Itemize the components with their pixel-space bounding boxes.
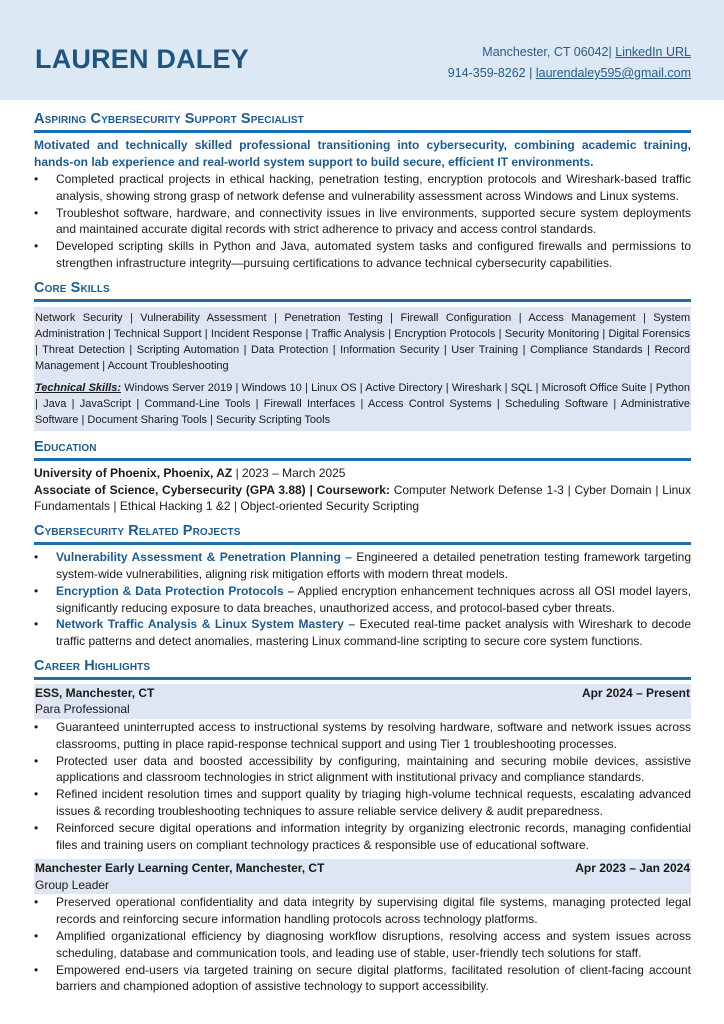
job-role: Para Professional bbox=[35, 702, 130, 717]
school-name: University of Phoenix, Phoenix, AZ bbox=[34, 465, 233, 480]
core-skills-list: Network Security | Vulnerability Assessment | Penetration Testing | Firewall Configuration | Access Management | System Administration | Technical Support | Incident Response | Traffic Analysis | Encryption Protocols | Security Monitoring | Digital Forensics | Threat Detection | Scripting Automation | Data Protection | Information Security | User Training | Compliance Standards | Record Management | Account Troubleshooting bbox=[35, 311, 690, 372]
location: Manchester, CT 06042 bbox=[482, 45, 609, 59]
coursework: Computer Network Defense 1-3 | Cyber Domain | Linux Fundamentals | Ethical Hacking 1 &2 | Object-oriented Security Scripting bbox=[34, 482, 691, 514]
project-title: Network Traffic Analysis & Linux System Mastery – bbox=[56, 617, 356, 632]
list-item: • Refined incident resolution times and support quality by triaging high-volume technical requests, escalating advanced issues & recording troubleshooting techniques to assure reliable service delivery & audit preparedness. bbox=[34, 786, 691, 820]
list-item: • Amplified organizational efficiency by diagnosing workflow disruptions, resolving access and system issues across scheduling, database and communication tools, and leading use of stable, user-friendly tech solutions for staff. bbox=[34, 928, 691, 962]
list-item: • Reinforced secure digital operations and information integrity by organizing electronic records, managing confidential files and training users on compliant technology practices & responsible use of educational software. bbox=[34, 820, 691, 854]
separator: | bbox=[608, 45, 612, 59]
linkedin-link[interactable]: LinkedIn URL bbox=[615, 45, 691, 59]
job-header bbox=[34, 684, 691, 719]
summary-bullets bbox=[34, 171, 691, 272]
section-title-summary: Aspiring Cybersecurity Support Specialist bbox=[34, 110, 691, 133]
project-title: Encryption & Data Protection Protocols – bbox=[56, 583, 295, 598]
skills-section bbox=[34, 279, 691, 431]
list-item: • Troubleshot software, hardware, and connectivity issues in live environments, supported secure system deployments and maintained accurate digital records with strict adherence to privacy and access control standards. bbox=[34, 205, 691, 239]
technical-skills-label: Technical Skills: bbox=[35, 381, 121, 394]
resume-body bbox=[34, 110, 691, 995]
job-bullets bbox=[34, 894, 691, 995]
projects-list bbox=[34, 549, 691, 650]
project-desc: Engineered a detailed penetration testing framework targeting system-wide vulnerabilities, aligning risk mitigation efforts with modern threat models. bbox=[56, 550, 691, 581]
project-desc: Applied encryption enhancement techniques across all OSI model layers, significantly reducing exposure to data breaches, unauthorized access, and protocol-based cyber threats. bbox=[56, 583, 692, 615]
career-section bbox=[34, 657, 691, 995]
list-item: • Empowered end-users via targeted training on secure digital platforms, facilitated resolution of client-facing account barriers and championed adoption of assistive technology to support accessibility. bbox=[34, 962, 691, 996]
projects-section bbox=[34, 522, 691, 650]
degree: Associate of Science, Cybersecurity (GPA 3.88) | Coursework: bbox=[34, 482, 390, 497]
email-link[interactable]: laurendaley595@gmail.com bbox=[535, 66, 691, 80]
list-item bbox=[34, 616, 691, 650]
summary-section bbox=[34, 110, 691, 272]
education-entry bbox=[34, 465, 691, 515]
project-desc: Executed real-time packet analysis with Wireshark to decode traffic patterns and detect anomalies, mastering Linux command-line scripting to secure core system functions. bbox=[56, 617, 691, 649]
section-title-education: Education bbox=[34, 438, 691, 461]
project-title: Vulnerability Assessment & Penetration Planning – bbox=[56, 550, 352, 565]
job-bullets bbox=[34, 719, 691, 853]
list-item: • Developed scripting skills in Python and Java, automated system tasks and configured firewalls and permissions to strengthen infrastructure integrity—pursuing certifications to advance technical cybersecurity capabilities. bbox=[34, 238, 691, 272]
skills-box bbox=[34, 307, 691, 431]
section-title-projects: Cybersecurity Related Projects bbox=[34, 522, 691, 545]
list-item: • Protected user data and boosted accessibility by configuring, maintaining and securing mobile devices, assistive applications and classroom technologies in strict alignment with institutional privacy and compliance standards. bbox=[34, 753, 691, 787]
technical-skills-text: Windows Server 2019 | Windows 10 | Linux OS | Active Directory | Wireshark | SQL | Microsoft Office Suite | Python | Java | JavaScript | Command-Line Tools | Firewall Interfaces | Access Control Systems | Scheduling Software | Administrative Software | Document Sharing Tools | Security Scripting Tools bbox=[35, 381, 691, 426]
job-dates: Apr 2024 – Present bbox=[581, 685, 690, 700]
list-item bbox=[34, 583, 691, 617]
list-item bbox=[34, 549, 691, 583]
job-dates: Apr 2023 – Jan 2024 bbox=[575, 861, 690, 876]
list-item: • Preserved operational confidentiality and data integrity by supervising digital file systems, managing protected legal records and reinforcing secure information handling protocols across technology platforms. bbox=[34, 894, 691, 928]
job-header bbox=[34, 859, 691, 894]
employer: ESS, Manchester, CT bbox=[35, 685, 155, 700]
section-title-career: Career Highlights bbox=[34, 657, 691, 680]
list-item: • Guaranteed uninterrupted access to instructional systems by resolving hardware, software and network issues across classrooms, putting in place rapid-response technical support and using Tier 1 troubleshooting processes. bbox=[34, 719, 691, 753]
section-title-skills: Core Skills bbox=[34, 279, 691, 302]
resume-header bbox=[0, 0, 724, 100]
employer: Manchester Early Learning Center, Manchester, CT bbox=[35, 861, 325, 876]
job-role: Group Leader bbox=[35, 877, 110, 892]
candidate-name: LAUREN DALEY bbox=[35, 44, 249, 74]
phone: 914-359-8262 bbox=[447, 66, 526, 80]
technical-skills-list bbox=[34, 380, 691, 428]
list-item: • Completed practical projects in ethical hacking, penetration testing, encryption protocols and Wireshark-based traffic analysis, showing strong grasp of network defense and vulnerability assessment across Windows and Linux systems. bbox=[34, 171, 691, 205]
education-section bbox=[34, 438, 691, 515]
separator: | bbox=[529, 66, 533, 80]
contact-info bbox=[448, 42, 691, 84]
education-dates: | 2023 – March 2025 bbox=[235, 465, 346, 480]
summary-lead: Motivated and technically skilled professional transitioning into cybersecurity, combining academic training, hands-on lab experience and real-world system support to build secure, efficient IT environments. bbox=[34, 138, 691, 169]
